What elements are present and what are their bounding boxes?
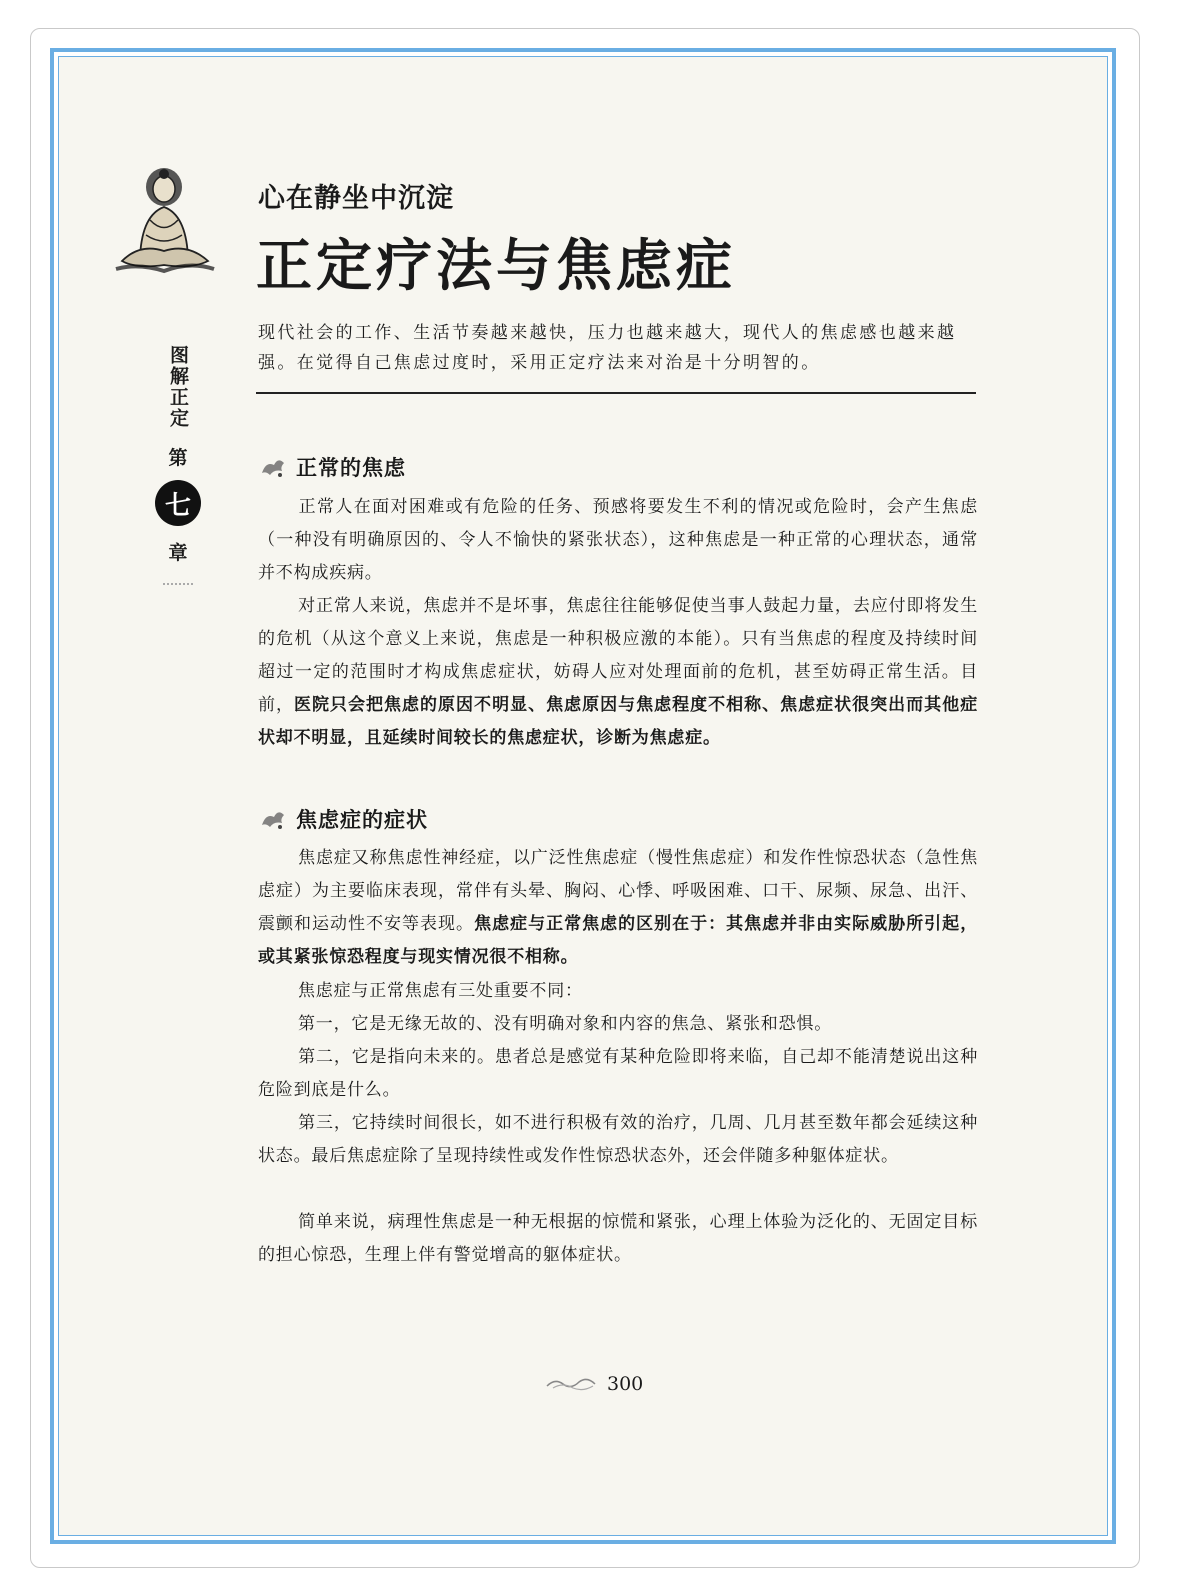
paragraph: 焦虑症又称焦虑性神经症，以广泛性焦虑症（慢性焦虑症）和发作性惊恐状态（急性焦虑症）为主要临床表现，常伴有头晕、胸闷、心悸、呼吸困难、口干、尿频、尿急、出汗、震颤和运动性不安等表现。焦虑症与正常焦虑的区别在于：其焦虑并非由实际威胁所引起，或其紧张惊恐程度与现实情况很不相称。 — [258, 848, 978, 967]
chapter-suffix: 章 — [168, 542, 188, 564]
paragraph: 第三，它持续时间很长，如不进行积极有效的治疗，几周、几月甚至数年都会延续这种状态。最后焦虑症除了呈现持续性或发作性惊恐状态外，还会伴随多种躯体症状。 — [258, 1113, 978, 1166]
emphasis-text: 焦虑症与正常焦虑的区别在于：其焦虑并非由实际威胁所引起，或其紧张惊恐程度与现实情况很不相称。 — [258, 914, 978, 967]
page-footer — [545, 1373, 643, 1395]
page-title: 正定疗法与焦虑症 — [256, 233, 736, 299]
paragraph: 焦虑症与正常焦虑有三处重要不同： — [298, 981, 583, 1001]
book-name: 图解正定 — [167, 345, 189, 429]
page-number: 300 — [607, 1373, 644, 1395]
flower-ornament-icon — [258, 455, 288, 479]
swirl-ornament-icon — [545, 1376, 603, 1392]
intro-divider — [256, 392, 976, 394]
chapter-number-badge: 七 — [155, 480, 201, 526]
chapter-subtitle: 心在静坐中沉淀 — [258, 183, 454, 214]
paragraph: 第二，它是指向未来的。患者总是感觉有某种危险即将来临，自己却不能清楚说出这种危险到底是什么。 — [258, 1047, 978, 1100]
swirl-ornament-icon — [163, 573, 193, 585]
flower-ornament-icon — [258, 807, 288, 831]
paragraph: 简单来说，病理性焦虑是一种无根据的惊慌和紧张，心理上体验为泛化的、无固定目标的担心惊恐，生理上伴有警觉增高的躯体症状。 — [258, 1212, 978, 1265]
paragraph: 第一，它是无缘无故的、没有明确对象和内容的焦急、紧张和恐惧。 — [298, 1014, 832, 1034]
section-title: 正常的焦虑 — [296, 455, 406, 480]
buddha-icon — [110, 165, 218, 277]
section-title: 焦虑症的症状 — [296, 807, 428, 832]
emphasis-text: 医院只会把焦虑的原因不明显、焦虑原因与焦虑程度不相称、焦虑症状很突出而其他症状却不明显，且延续时间较长的焦虑症状，诊断为焦虑症。 — [258, 695, 978, 748]
section-heading-symptoms — [258, 804, 428, 834]
paragraph: 正常人在面对困难或有危险的任务、预感将要发生不利的情况或危险时，会产生焦虑（一种没有明确原因的、令人不愉快的紧张状态），这种焦虑是一种正常的心理状态，通常并不构成疾病。 — [258, 497, 978, 583]
intro-paragraph: 现代社会的工作、生活节奏越来越快，压力也越来越大，现代人的焦虑感也越来越强。在觉得自己焦虑过度时，采用正定疗法来对治是十分明智的。 — [258, 323, 957, 373]
section-heading-normal-anxiety — [258, 452, 406, 482]
chapter-side-label — [160, 345, 196, 585]
paragraph: 对正常人来说，焦虑并不是坏事，焦虑往往能够促使当事人鼓起力量，去应付即将发生的危机（从这个意义上来说，焦虑是一种积极应激的本能）。只有当焦虑的程度及持续时间超过一定的范围时才构成焦虑症状，妨碍人应对处理面前的危机，甚至妨碍正常生活。目前，医院只会把焦虑的原因不明显、焦虑原因与焦虑程度不相称、焦虑症状很突出而其他症状却不明显，且延续时间较长的焦虑症状，诊断为焦虑症。 — [258, 596, 978, 748]
chapter-prefix: 第 — [168, 447, 188, 469]
